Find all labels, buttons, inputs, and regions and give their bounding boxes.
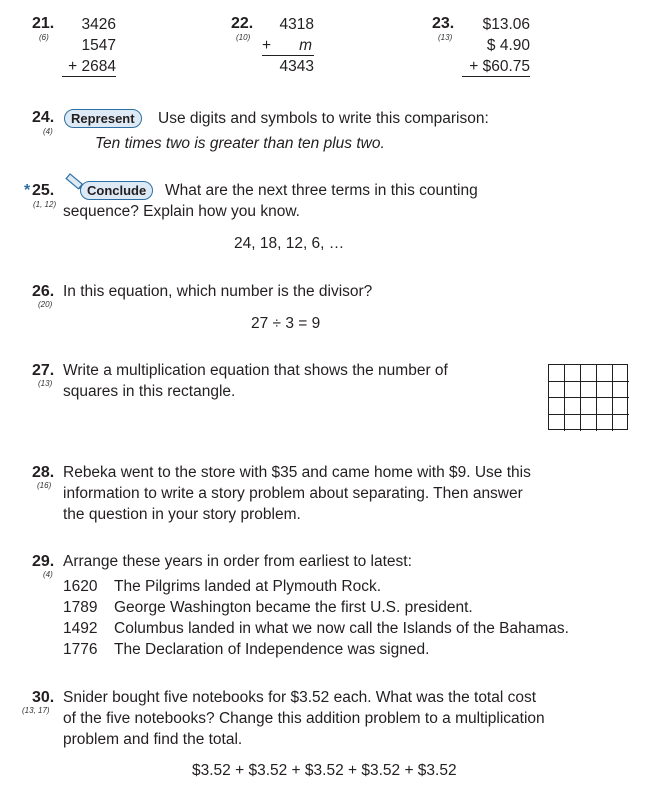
problem-number: 22. [231,15,254,32]
problem-text-line-1: Rebeka went to the store with $35 and came home with $9. Use this [63,464,531,481]
problem-text: Use digits and symbols to write this comparison: [158,110,489,127]
plus-sign: + [262,37,272,54]
addend-3: + $60.75 [462,58,530,77]
problem-text-line-3: the question in your story problem. [63,506,301,523]
sequence: 24, 18, 12, 6, … [234,235,345,252]
lesson-ref: (13, 17) [22,706,50,715]
addend-1: 3426 [81,16,116,33]
problem-text: Arrange these years in order from earliest to latest: [63,553,412,570]
lesson-ref: (16) [37,481,52,490]
year: 1620 [63,578,98,595]
problem-text-line-3: problem and find the total. [63,731,243,748]
unknown-m: m [299,37,312,54]
event: George Washington became the first U.S. president. [114,599,473,616]
problem-number: 24. [32,109,55,126]
list-item [63,641,430,659]
year: 1776 [63,641,98,658]
addend-2-row [262,37,314,56]
grid-square [597,365,613,382]
grid-square [581,382,597,399]
problem-number: 21. [32,15,55,32]
year: 1789 [63,599,98,616]
grid-square [549,415,565,432]
grid-square [565,398,581,415]
problem-number: 23. [432,15,455,32]
grid-square [581,365,597,382]
problem-text: In this equation, which number is the divisor? [63,283,373,300]
event: The Declaration of Independence was signed. [114,641,430,658]
problem-text-line-1: Snider bought five notebooks for $3.52 each. What was the total cost [63,689,537,706]
event: The Pilgrims landed at Plymouth Rock. [114,578,382,595]
grid-square [613,398,629,415]
problem-text-line-2: sequence? Explain how you know. [63,203,300,220]
addend-2: $ 4.90 [486,37,530,54]
problem-number: 26. [32,283,55,300]
grid-square [549,398,565,415]
problem-number: 30. [32,689,55,706]
equation: 27 ÷ 3 = 9 [251,315,321,332]
lesson-ref: (6) [39,33,49,42]
event: Columbus landed in what we now call the Islands of the Bahamas. [114,620,569,637]
problem-number: 25. [32,182,55,199]
problem-number: 27. [32,362,55,379]
lesson-ref: (20) [38,300,53,309]
grid-square [565,415,581,432]
addend-1: 4318 [279,16,314,33]
grid-square [581,398,597,415]
grid-square [613,365,629,382]
grid-square [549,365,565,382]
grid-square [613,415,629,432]
grid-square [597,398,613,415]
star-icon: * [24,182,31,199]
grid-square [597,415,613,432]
problem-text-line-1: Write a multiplication equation that shows the number of [63,362,448,379]
grid-square [549,382,565,399]
conclude-badge: Conclude [80,181,153,200]
grid-square [581,415,597,432]
year: 1492 [63,620,98,637]
problem-text-line-2: information to write a story problem about separating. Then answer [63,485,523,502]
sum: 4343 [279,58,314,75]
squares-rectangle [548,364,628,430]
problem-text-line-2: of the five notebooks? Change this addition problem to a multiplication [63,710,545,727]
addend-1: $13.06 [482,16,530,33]
represent-badge: Represent [64,109,142,128]
list-item [63,578,382,596]
lesson-ref: (13) [38,379,53,388]
lesson-ref: (4) [43,127,53,136]
problem-text-line-1: What are the next three terms in this counting [165,182,478,199]
grid-square [565,365,581,382]
comparison-text: Ten times two is greater than ten plus two. [95,135,385,152]
addition-expression: $3.52 + $3.52 + $3.52 + $3.52 + $3.52 [192,762,457,779]
grid-square [597,382,613,399]
lesson-ref: (13) [438,33,453,42]
list-item [63,620,569,638]
addend-2: 1547 [81,37,116,54]
addend-3: + 2684 [62,58,116,77]
problem-number: 29. [32,553,55,570]
problem-text-line-2: squares in this rectangle. [63,383,236,400]
grid-square [613,382,629,399]
list-item [63,599,473,617]
problem-number: 28. [32,464,55,481]
lesson-ref: (1, 12) [33,200,57,209]
grid-square [565,382,581,399]
lesson-ref: (10) [236,33,251,42]
lesson-ref: (4) [43,570,53,579]
